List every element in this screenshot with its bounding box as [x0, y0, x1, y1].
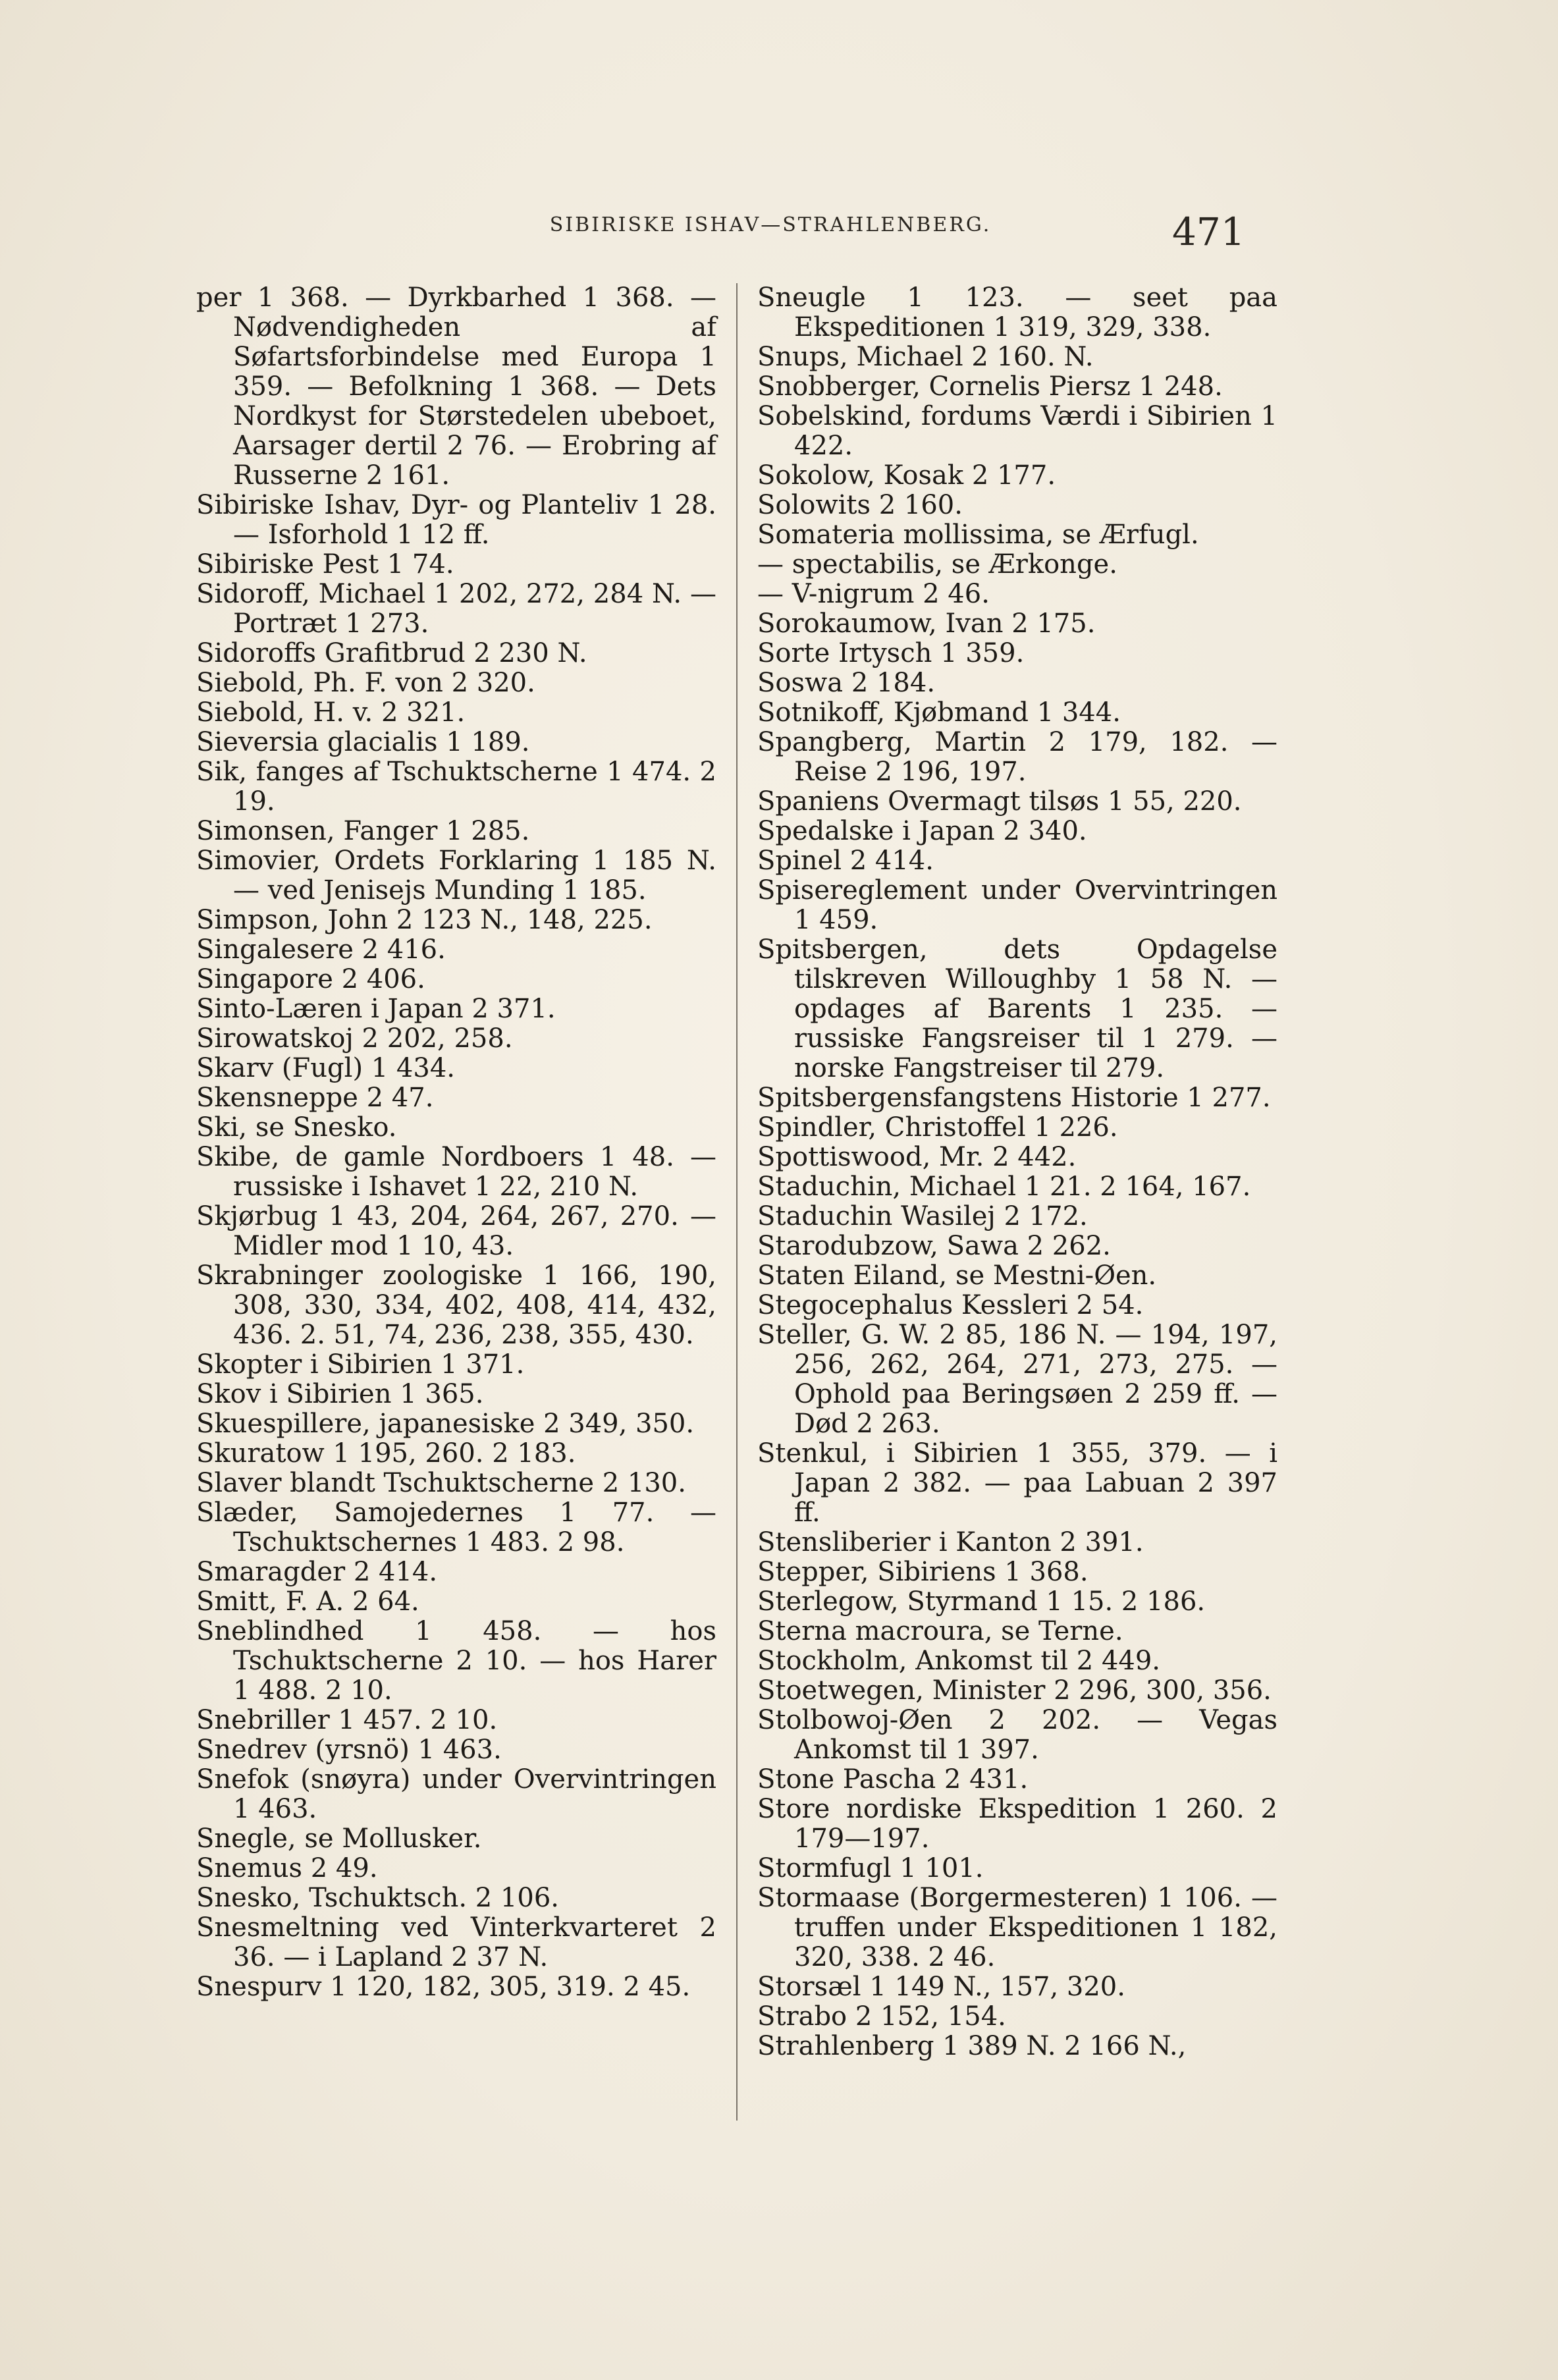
index-entry: Snedrev (yrsnö) 1 463.	[196, 1735, 502, 1765]
index-entry: Sorte Irtysch 1 359.	[757, 638, 1025, 668]
index-entry: Spitsbergensfangstens Historie 1 277.	[757, 1083, 1271, 1113]
index-entry: Sieversia glacialis 1 189.	[196, 727, 530, 757]
index-entry: Simovier, Ordets Forklaring 1 185 N. — ved Jenisejs Munding 1 185.	[196, 846, 716, 906]
index-entry: Singapore 2 406.	[196, 964, 425, 994]
index-entry: Snesko, Tschuktsch. 2 106.	[196, 1883, 559, 1913]
index-entry: Siebold, H. v. 2 321.	[196, 697, 466, 728]
index-entry: Skov i Sibirien 1 365.	[196, 1379, 484, 1409]
index-entry: Sterna macroura, se Terne.	[757, 1616, 1123, 1646]
index-entry: Smaragder 2 414.	[196, 1557, 438, 1587]
index-entry: Soswa 2 184.	[757, 668, 936, 698]
index-entry: Simpson, John 2 123 N., 148, 225.	[196, 905, 653, 935]
index-entry: Snobberger, Cornelis Piersz 1 248.	[757, 371, 1223, 402]
index-entry: Steller, G. W. 2 85, 186 N. — 194, 197, 256, 262, 264, 271, 273, 275. — Ophold paa Beringsøen 2 259 ff. — Død 2 263.	[757, 1320, 1277, 1439]
index-entry: Skuratow 1 195, 260. 2 183.	[196, 1438, 576, 1469]
index-entry: Spindler, Christoffel 1 226.	[757, 1112, 1118, 1143]
index-entry: Snebriller 1 457. 2 10.	[196, 1705, 498, 1735]
index-entry: Sidoroffs Grafitbrud 2 230 N.	[196, 638, 587, 668]
index-column-right	[757, 283, 1277, 2061]
index-entry: Strabo 2 152, 154.	[757, 2001, 1006, 2032]
index-entry: Stepper, Sibiriens 1 368.	[757, 1557, 1088, 1587]
index-entry: Ski, se Snesko.	[196, 1112, 397, 1143]
index-entry: Sneugle 1 123. — seet paa Ekspeditionen 1 319, 329, 338.	[757, 283, 1277, 342]
index-entry: Stolbowoj-Øen 2 202. — Vegas Ankomst til 1 397.	[757, 1705, 1277, 1765]
index-entry: Staduchin, Michael 1 21. 2 164, 167.	[757, 1172, 1251, 1202]
index-entry: Snefok (snøyra) under Overvintringen 1 463.	[196, 1764, 716, 1824]
index-entry: Stenkul, i Sibirien 1 355, 379. — i Japan 2 382. — paa Labuan 2 397 ff.	[757, 1438, 1277, 1528]
index-entry: Simonsen, Fanger 1 285.	[196, 816, 530, 846]
index-entry: Spitsbergen, dets Opdagelse tilskreven Willoughby 1 58 N. — opdages af Barents 1 235. — russiske Fangsreiser til 1 279. — norske Fangstreiser til 279.	[757, 934, 1277, 1083]
index-entry: Staten Eiland, se Mestni-Øen.	[757, 1260, 1157, 1291]
index-column-left	[196, 283, 716, 2002]
index-entry: Snespurv 1 120, 182, 305, 319. 2 45.	[196, 1972, 691, 2002]
index-entry: Smitt, F. A. 2 64.	[196, 1586, 419, 1617]
index-entry: Skuespillere, japanesiske 2 349, 350.	[196, 1409, 695, 1439]
index-entry: Stockholm, Ankomst til 2 449.	[757, 1646, 1161, 1676]
index-entry: Skrabninger zoologiske 1 166, 190, 308, 330, 334, 402, 408, 414, 432, 436. 2. 51, 74, 236, 238, 355, 430.	[196, 1260, 716, 1350]
index-entry: Sik, fanges af Tschuktscherne 1 474. 2 19.	[196, 757, 716, 817]
index-entry: Stormaase (Borgermesteren) 1 106. — truffen under Ekspeditionen 1 182, 320, 338. 2 46.	[757, 1883, 1277, 1972]
index-entry: Slaver blandt Tschuktscherne 2 130.	[196, 1468, 686, 1498]
index-entry: — spectabilis, se Ærkonge.	[757, 549, 1117, 580]
index-entry: Sterlegow, Styrmand 1 15. 2 186.	[757, 1586, 1206, 1617]
index-entry: Stegocephalus Kessleri 2 54.	[757, 1290, 1144, 1320]
index-entry: Skarv (Fugl) 1 434.	[196, 1053, 455, 1083]
index-entry: Sibiriske Pest 1 74.	[196, 549, 454, 580]
index-entry: Spisereglement under Overvintringen 1 459.	[757, 875, 1277, 935]
index-entry: Spinel 2 414.	[757, 846, 934, 876]
index-entry: — V-nigrum 2 46.	[757, 579, 990, 609]
index-entry: Sokolow, Kosak 2 177.	[757, 460, 1056, 491]
page-header	[0, 209, 1558, 269]
index-entry: per 1 368. — Dyrkbarhed 1 368. — Nødvendigheden af Søfartsforbindelse med Europa 1 359. — Befolkning 1 368. — Dets Nordkyst for Størstedelen ubeboet, Aarsager dertil 2 76. — Erobring af Russerne 2 161.	[196, 283, 716, 491]
index-entry: Snesmeltning ved Vinterkvarteret 2 36. — i Lapland 2 37 N.	[196, 1912, 716, 1972]
index-entry: Stone Pascha 2 431.	[757, 1764, 1029, 1795]
page-number: 471	[1172, 209, 1245, 254]
index-entry: Sirowatskoj 2 202, 258.	[196, 1023, 513, 1054]
index-entry: Spangberg, Martin 2 179, 182. — Reise 2 196, 197.	[757, 727, 1277, 787]
index-entry: Sorokaumow, Ivan 2 175.	[757, 609, 1096, 639]
index-entry: Spaniens Overmagt tilsøs 1 55, 220.	[757, 786, 1242, 817]
column-divider	[736, 283, 738, 2121]
index-entry: Sotnikoff, Kjøbmand 1 344.	[757, 697, 1121, 728]
index-entry: Snemus 2 49.	[196, 1853, 378, 1883]
index-entry: Skopter i Sibirien 1 371.	[196, 1349, 525, 1380]
index-entry: Sibiriske Ishav, Dyr- og Planteliv 1 28. — Isforhold 1 12 ff.	[196, 490, 716, 550]
index-entry: Storsæl 1 149 N., 157, 320.	[757, 1972, 1125, 2002]
index-entry: Stormfugl 1 101.	[757, 1853, 984, 1883]
index-entry: Staduchin Wasilej 2 172.	[757, 1201, 1088, 1231]
index-entry: Stensliberier i Kanton 2 391.	[757, 1527, 1144, 1557]
index-entry: Spottiswood, Mr. 2 442.	[757, 1142, 1077, 1172]
index-entry: Sneblindhed 1 458. — hos Tschuktscherne 2 10. — hos Harer 1 488. 2 10.	[196, 1616, 716, 1706]
index-entry: Sobelskind, fordums Værdi i Sibirien 1 422.	[757, 401, 1277, 461]
index-entry: Somateria mollissima, se Ærfugl.	[757, 520, 1199, 550]
index-entry: Store nordiske Ekspedition 1 260. 2 179—197.	[757, 1794, 1277, 1854]
index-entry: Solowits 2 160.	[757, 490, 963, 520]
index-entry: Sinto-Læren i Japan 2 371.	[196, 994, 556, 1024]
index-entry: Stoetwegen, Minister 2 296, 300, 356.	[757, 1675, 1272, 1706]
index-entry: Skensneppe 2 47.	[196, 1083, 434, 1113]
index-entry: Skjørbug 1 43, 204, 264, 267, 270. — Midler mod 1 10, 43.	[196, 1201, 716, 1261]
index-entry: Slæder, Samojedernes 1 77. — Tschuktschernes 1 483. 2 98.	[196, 1498, 716, 1557]
index-entry: Strahlenberg 1 389 N. 2 166 N.,	[757, 2031, 1187, 2061]
index-entry: Spedalske i Japan 2 340.	[757, 816, 1087, 846]
index-entry: Starodubzow, Sawa 2 262.	[757, 1231, 1111, 1261]
index-entry: Skibe, de gamle Nordboers 1 48. — russiske i Ishavet 1 22, 210 N.	[196, 1142, 716, 1202]
index-entry: Singalesere 2 416.	[196, 934, 446, 965]
index-entry: Sidoroff, Michael 1 202, 272, 284 N. — Portræt 1 273.	[196, 579, 716, 639]
running-head: SIBIRISKE ISHAV—STRAHLENBERG.	[549, 213, 992, 236]
index-entry: Siebold, Ph. F. von 2 320.	[196, 668, 535, 698]
index-entry: Snups, Michael 2 160. N.	[757, 342, 1094, 372]
index-entry: Snegle, se Mollusker.	[196, 1824, 482, 1854]
